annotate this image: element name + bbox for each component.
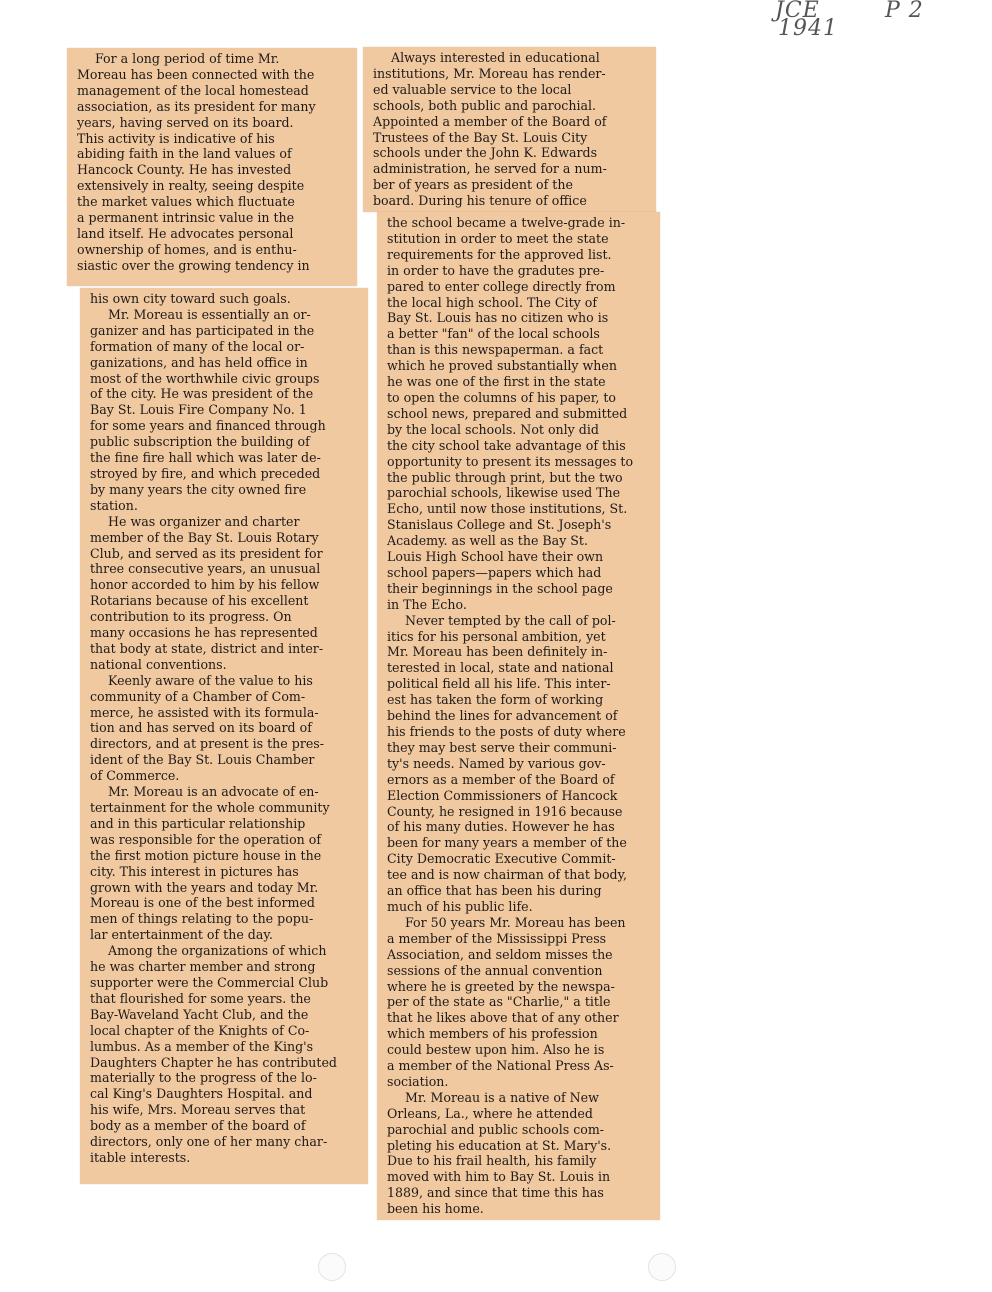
clipping-paragraph: Mr. Moreau is an advocate of en- tertainment for the whole community and in this particular relationship was responsible for the operation of the first motion picture house in the city. This interest in pictures has grown with the years and today Mr. Moreau is one of the best informed men of things relating to the popu- lar entertainment of the day. <box>90 784 330 943</box>
newspaper-clipping-b <box>80 288 368 1184</box>
clipping-paragraph: Mr. Moreau is a native of New Orleans, La., where he attended parochial and public schools com- pleting his education at St. Mary's. Due to his frail health, his family moved with him to Bay St. Louis in 1889, and since that time this has been his home. <box>387 1089 612 1217</box>
clipping-paragraph: Mr. Moreau is essentially an or- ganizer and has participated in the formation of many of the local or- ganizations, and has held office in most of the worthwhile civic groups of the city. He was president of the Bay St. Louis Fire Company No. 1 for some years and financed through public subscription the building of the fine fire hall which was later de- stroyed by fire, and which preceded by many years the city owned fire station. <box>90 306 326 513</box>
newspaper-clipping-c <box>363 47 656 212</box>
clipping-paragraph: his own city toward such goals. <box>90 291 291 306</box>
punch-hole <box>648 1253 676 1281</box>
clipping-paragraph: For 50 years Mr. Moreau has been a member of the Mississippi Press Association, and seldom misses the sessions of the annual convention where he is greeted by the newspa- per of the state as "Charlie," a title that he likes above that of any other which members of his profession could bestew upon him. Also he is a member of the National Press As- sociation. <box>387 914 626 1089</box>
clipping-paragraph: For a long period of time Mr. Moreau has been connected with the management of the local homestead association, as its president for many years, having served on its board. This activity is indicative of his abiding faith in the land values of Hancock County. He has invested extensively in realty, seeing despite the market values which fluctuate a permanent intrinsic value in the land itself. He advocates personal ownership of homes, and is enthu- siastic over the growing tendency in <box>77 51 316 273</box>
annotation-initials: JCE <box>775 0 820 23</box>
clipping-paragraph: Among the organizations of which he was charter member and strong supporter were the Commercial Club that flourished for some years. the Bay-Waveland Yacht Club, and the local chapter of the Knights of Co- lumbus. As a member of the King's Daughters Chapter he has contributed materially to the progress of the lo- cal King's Daughters Hospital. and his wife, Mrs. Moreau serves that body as a member of the board of directors, only one of her many char- itable interests. <box>90 943 337 1165</box>
clipping-paragraph: Always interested in educational institutions, Mr. Moreau has render- ed valuable service to the local schools, both public and parochial. Appointed a member of the Board of Trustees of the Bay St. Louis City schools under the John K. Edwards administration, he served for a num- ber of years as president of the board. During his tenure of office <box>373 50 607 209</box>
annotation-year: 1941 <box>778 16 838 41</box>
clipping-paragraph: Never tempted by the call of pol- itics for his personal ambition, yet Mr. Moreau has been definitely in- terested in local, state and national political field all his life. This inter- est has taken the form of working behind the lines for advancement of his friends to the posts of duty where they may best serve their communi- ty's needs. Named by various gov- ernors as a member of the Board of Election Commissioners of Hancock County, he resigned in 1916 because of his many duties. However he has been for many years a member of the City Democratic Executive Commit- tee and is now chairman of that body, an office that has been his during much of his public life. <box>387 612 628 914</box>
clipping-paragraph: He was organizer and charter member of the Bay St. Louis Rotary Club, and served as its president for three consecutive years, an unusual honor accorded to him by his fellow Rotarians because of his excellent contribution to its progress. On many occasions he has represented that body at state, district and inter- national conventions. <box>90 513 324 672</box>
punch-hole <box>318 1253 346 1281</box>
clipping-paragraph: the school became a twelve-grade in- stitution in order to meet the state requirements for the approved list. in order to have the gradutes pre- pared to enter college directly from the local high school. The City of Bay St. Louis has no citizen who is a better "fan" of the local schools than is this newspaperman. a fact which he proved substantially when he was one of the first in the state to open the columns of his paper, to school news, prepared and submitted by the local schools. Not only did the city school take advantage of this opportunity to present its messages to the public through print, but the two parochial schools, likewise used The Echo, until now those institutions, St. Stanislaus College and St. Joseph's Academy. as well as the Bay St. Louis High School have their own school papers—papers which had their beginnings in the school page in The Echo. <box>387 215 634 612</box>
newspaper-clipping-d <box>377 212 660 1220</box>
annotation-page: P 2 <box>885 0 924 23</box>
newspaper-clipping-a <box>67 48 357 286</box>
clipping-paragraph: Keenly aware of the value to his community of a Chamber of Com- merce, he assisted with its formula- tion and has served on its board of directors, and at present is the pres- ident of the Bay St. Louis Chamber of Commerce. <box>90 672 325 784</box>
